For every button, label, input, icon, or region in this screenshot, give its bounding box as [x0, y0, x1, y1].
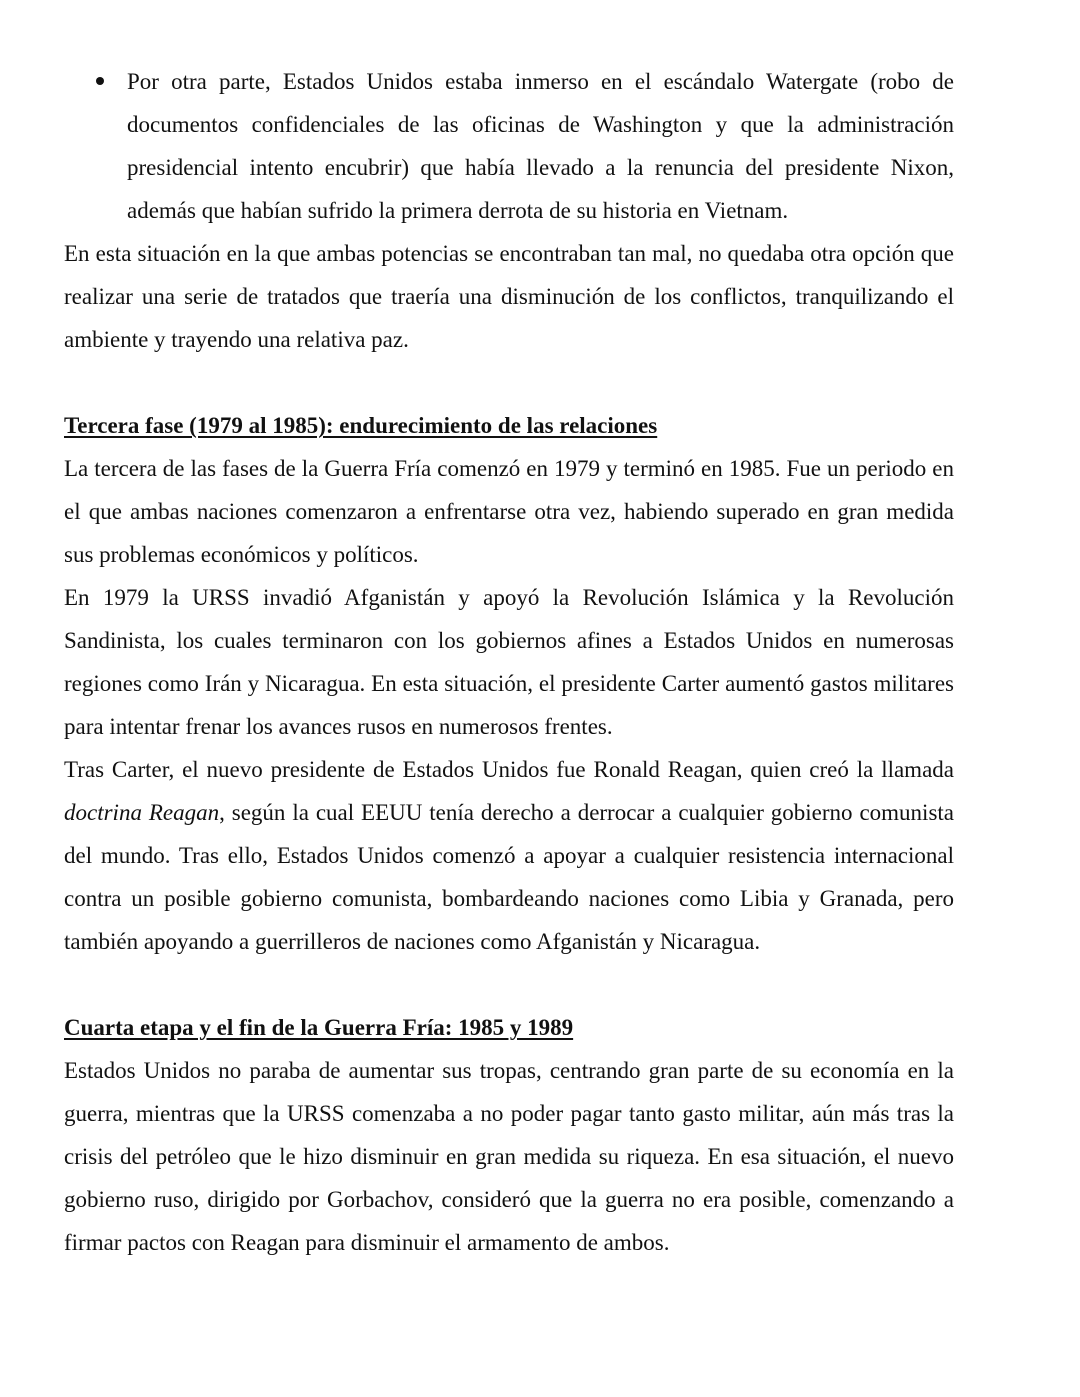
- bullet-text: Por otra parte, Estados Unidos estaba inmerso en el escándalo Watergate (robo de documentos confidenciales de las oficinas de Washington y que la administración presidencial intento encubrir) que había llevado a la renuncia del presidente Nixon, además que habían sufrido la primera derrota de su historia en Vietnam.: [127, 69, 954, 223]
- intro-paragraph: En esta situación en la que ambas potencias se encontraban tan mal, no quedaba otra opción que realizar una serie de tratados que traería una disminución de los conflictos, tranquilizando el ambiente y trayendo una relativa paz.: [64, 241, 954, 352]
- section-heading-cuarta-etapa: Cuarta etapa y el fin de la Guerra Fría: 1985 y 1989: [64, 1015, 574, 1040]
- section3-paragraph-1: La tercera de las fases de la Guerra Fría comenzó en 1979 y terminó en 1985. Fue un periodo en el que ambas naciones comenzaron a enfrentarse otra vez, habiendo superado en gran medida sus problemas económicos y políticos.: [64, 456, 954, 567]
- section4-paragraph-1: Estados Unidos no paraba de aumentar sus tropas, centrando gran parte de su economía en la guerra, mientras que la URSS comenzaba a no poder pagar tanto gasto militar, aún más tras la crisis del petróleo que le hizo disminuir en gran medida su riqueza. En esa situación, el nuevo gobierno ruso, dirigido por Gorbachov, consideró que la guerra no era posible, comenzando a firmar pactos con Reagan para disminuir el armamento de ambos.: [64, 1058, 954, 1255]
- paragraph-text-start: Tras Carter, el nuevo presidente de Estados Unidos fue Ronald Reagan, quien creó la llamada: [64, 757, 954, 782]
- paragraph-text-end: , según la cual EEUU tenía derecho a derrocar a cualquier gobierno comunista del mundo. Tras ello, Estados Unidos comenzó a apoyar a cualquier resistencia internacional contra un posible gobierno comunista, bombardeando naciones como Libia y Granada, pero también apoyando a guerrilleros de naciones como Afganistán y Nicaragua.: [64, 800, 954, 954]
- bullet-item: [64, 60, 954, 232]
- doctrine-term: doctrina Reagan: [64, 800, 220, 825]
- document-page: [64, 60, 954, 1264]
- section-heading-tercera-fase: Tercera fase (1979 al 1985): endurecimiento de las relaciones: [64, 413, 658, 438]
- section-gap: [64, 361, 954, 404]
- section3-paragraph-2: En 1979 la URSS invadió Afganistán y apoyó la Revolución Islámica y la Revolución Sandinista, los cuales terminaron con los gobiernos afines a Estados Unidos en numerosas regiones como Irán y Nicaragua. En esta situación, el presidente Carter aumentó gastos militares para intentar frenar los avances rusos en numerosos frentes.: [64, 585, 954, 739]
- bullet-list: [64, 60, 954, 232]
- bullet-dot-icon: [96, 77, 104, 85]
- section-gap: [64, 963, 954, 1006]
- section3-paragraph-3: [64, 748, 954, 963]
